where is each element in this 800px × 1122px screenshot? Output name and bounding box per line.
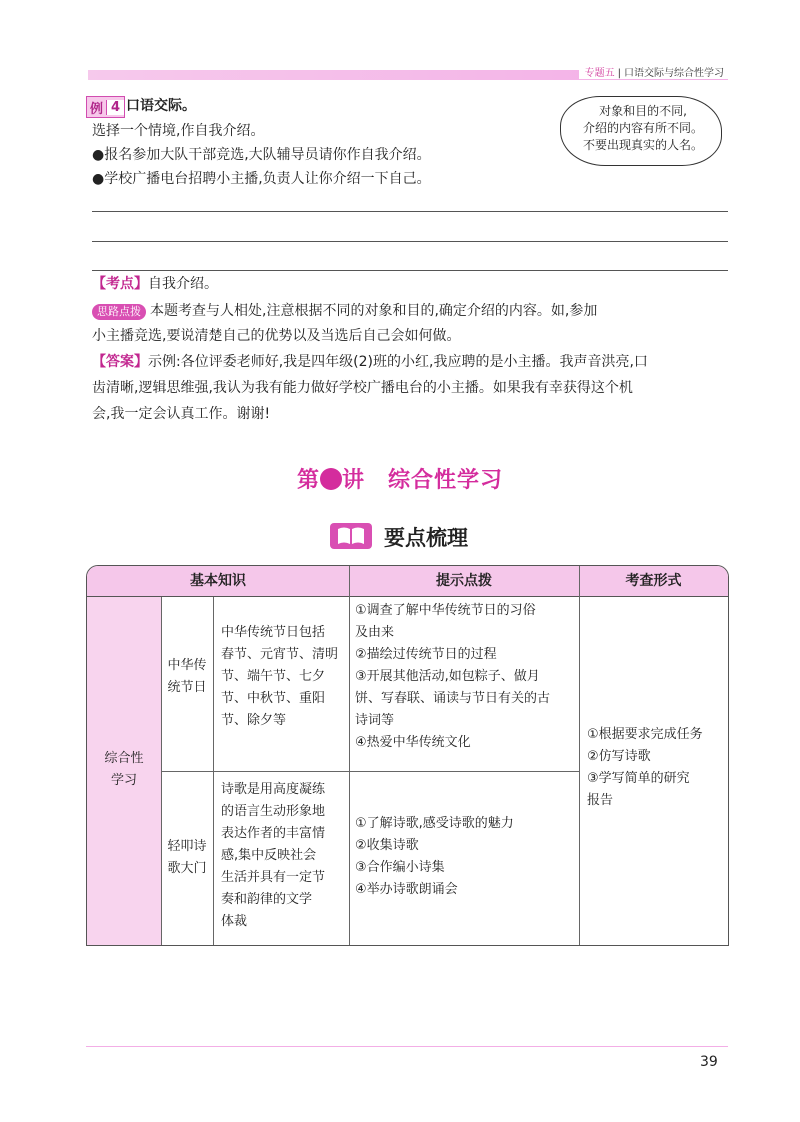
silu-text: 小主播竞选,要说清楚自己的优势以及当选后自己会如何做。 — [92, 328, 461, 344]
answer-text: 齿清晰,逻辑思维强,我认为我有能力做好学校广播电台的小主播。如果我有幸获得这个机 — [92, 380, 633, 396]
kaodian-text: 自我介绍。 — [148, 276, 218, 292]
table-divider — [349, 566, 350, 945]
book-icon — [330, 523, 372, 549]
tips-text: 诗词等 — [355, 713, 395, 728]
header-topic: 专题五 — [584, 68, 615, 79]
cloud-line: 介绍的内容有所不同。 — [582, 121, 703, 135]
tips-text: ③开展其他活动,如包粽子、做月 — [355, 669, 540, 684]
tips-text: ④举办诗歌朗诵会 — [355, 882, 458, 897]
answer-tag: 【答案】 — [92, 354, 148, 370]
cloud-line: 不要出现真实的人名。 — [582, 138, 703, 152]
tips-text: ①调查了解中华传统节日的习俗 — [355, 603, 536, 618]
desc-text: 表达作者的丰富情 — [221, 826, 326, 841]
answer-line — [92, 241, 728, 242]
category-text: 学习 — [110, 773, 137, 788]
cloud-text — [568, 103, 718, 154]
example-label: 例 — [90, 101, 104, 117]
kaodian-tag: 【考点】 — [92, 276, 148, 292]
example-tag — [86, 96, 125, 118]
forms-text: ②仿写诗歌 — [587, 749, 651, 764]
table-divider — [161, 771, 579, 772]
tips-text: ③合作编小诗集 — [355, 860, 445, 875]
example-line: ●报名参加大队干部竞选,大队辅导员请你作自我介绍。 — [92, 147, 431, 163]
example-line: ●学校广播电台招聘小主播,负责人让你介绍一下自己。 — [92, 171, 431, 187]
topic-text: 中华传 — [167, 658, 207, 673]
forms-text: ①根据要求完成任务 — [587, 727, 703, 742]
tips-cell — [355, 813, 577, 901]
table-divider — [579, 566, 580, 945]
topic-text: 歌大门 — [167, 861, 207, 876]
section-title — [0, 463, 800, 494]
answer-line — [92, 211, 728, 212]
page-number: 39 — [700, 1054, 718, 1070]
forms-text: ③学写简单的研究 — [587, 771, 690, 786]
example-number: 4 — [106, 100, 124, 115]
desc-text: 体裁 — [221, 914, 248, 929]
section-title-pre: 第 — [296, 468, 320, 493]
footer-rule — [86, 1046, 728, 1047]
desc-text: 节、除夕等 — [221, 713, 287, 728]
answer-line — [92, 270, 728, 271]
tips-text: 及由来 — [355, 625, 395, 640]
tips-text: ②收集诗歌 — [355, 838, 419, 853]
topic-cell — [161, 836, 213, 880]
desc-text: 诗歌是用高度凝练 — [221, 782, 326, 797]
cloud-line: 对象和目的不同, — [599, 104, 687, 118]
silu-text: 本题考查与人相处,注意根据不同的对象和目的,确定介绍的内容。如,参加 — [150, 303, 598, 319]
header-subtitle: 口语交际与综合性学习 — [624, 68, 724, 79]
tips-text: 饼、写春联、诵读与节日有关的古 — [355, 691, 551, 706]
topic-text: 轻叩诗 — [167, 839, 207, 854]
tips-text: ④热爱中华传统文化 — [355, 735, 471, 750]
category-cell — [87, 748, 161, 792]
table-header-cell: 提示点拨 — [436, 573, 492, 589]
table-header-cell: 基本知识 — [190, 573, 246, 589]
section-number-mark — [320, 468, 342, 490]
tips-cell — [355, 600, 577, 754]
forms-text: 报告 — [587, 793, 614, 808]
topic-text: 统节日 — [167, 680, 207, 695]
table-header-cell: 考查形式 — [625, 573, 682, 589]
tips-text: ②描绘过传统节日的过程 — [355, 647, 497, 662]
running-header — [579, 64, 730, 79]
knowledge-table — [86, 565, 729, 946]
tips-text: ①了解诗歌,感受诗歌的魅力 — [355, 816, 514, 831]
desc-text: 春节、元宵节、清明 — [221, 647, 339, 662]
section-title-post: 讲 综合性学习 — [342, 468, 504, 493]
header-separator: | — [617, 68, 621, 79]
example-title: 口语交际。 — [126, 98, 196, 114]
desc-text: 节、端午节、七夕 — [221, 669, 326, 684]
desc-text: 节、中秋节、重阳 — [221, 691, 326, 706]
desc-text: 生活并具有一定节 — [221, 870, 326, 885]
category-text: 综合性 — [104, 751, 144, 766]
desc-cell — [221, 779, 346, 933]
desc-text: 奏和韵律的文学 — [221, 892, 313, 907]
silu-line — [92, 299, 732, 323]
answer-line-1 — [92, 350, 732, 374]
example-line: 选择一个情境,作自我介绍。 — [92, 123, 265, 139]
desc-cell — [221, 622, 346, 732]
silu-tag: 思路点拨 — [92, 304, 146, 320]
desc-text: 感,集中反映社会 — [221, 848, 317, 863]
sub-title: 要点梳理 — [384, 526, 468, 550]
topic-cell — [161, 655, 213, 699]
answer-text: 示例:各位评委老师好,我是四年级(2)班的小红,我应聘的是小主播。我声音洪亮,口 — [148, 354, 648, 370]
kaodian-line — [92, 272, 732, 296]
forms-cell — [587, 724, 725, 812]
answer-text: 会,我一定会认真工作。谢谢! — [92, 406, 271, 422]
desc-text: 的语言生动形象地 — [221, 804, 326, 819]
desc-text: 中华传统节日包括 — [221, 625, 326, 640]
